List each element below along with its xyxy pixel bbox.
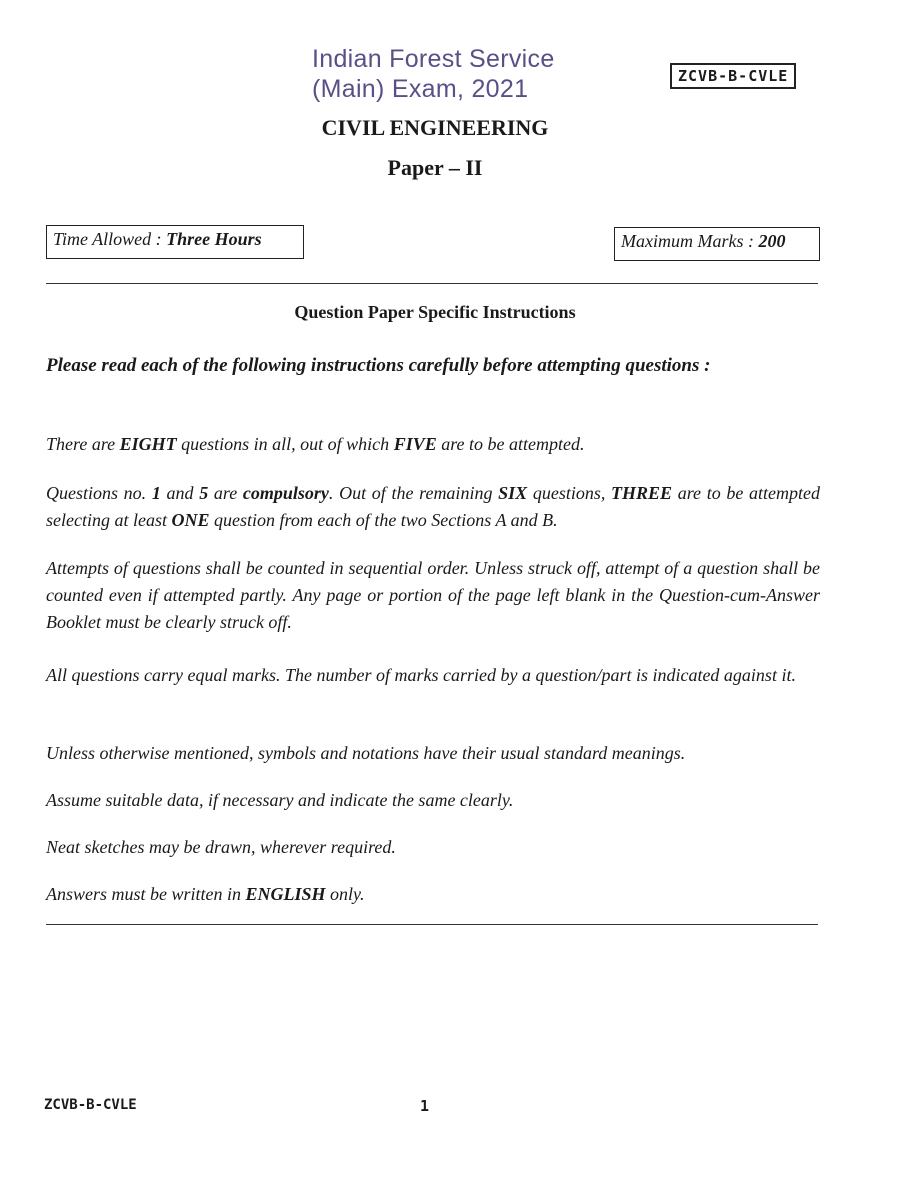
footer-paper-code: ZCVB-B-CVLE <box>44 1097 137 1113</box>
instruction-6: Assume suitable data, if necessary and indicate the same clearly. <box>46 790 514 810</box>
instruction-3: Attempts of questions shall be counted in sequential order. Unless struck off, attempt of a question shall be counted even if attempted partly. Any page or portion of the page left blank in the Question-cum-Answer Booklet must be clearly struck off. <box>46 558 820 632</box>
subject-title: CIVIL ENGINEERING <box>321 115 549 140</box>
divider-bottom <box>46 924 818 925</box>
stamp-line-1: Indian Forest Service <box>312 45 555 73</box>
paper-code-box: ZCVB-B-CVLE <box>670 63 796 89</box>
instruction-2: Questions no. 1 and 5 are compulsory. Out of the remaining SIX questions, THREE are to be attempted selecting at least ONE question from each of the two Sections A and B. <box>46 483 821 530</box>
time-allowed-box <box>46 225 304 259</box>
paper-number: Paper – II <box>387 155 483 180</box>
instruction-4: All questions carry equal marks. The number of marks carried by a question/part is indicated against it. <box>46 665 796 685</box>
divider-top <box>46 283 818 284</box>
stamp-line-2: (Main) Exam, 2021 <box>312 75 529 103</box>
exam-stamp <box>312 44 555 104</box>
instruction-1: There are EIGHT questions in all, out of which FIVE are to be attempted. <box>46 434 585 454</box>
time-allowed-label: Time Allowed : <box>53 229 167 249</box>
maximum-marks-value: 200 <box>758 231 786 251</box>
page-number: 1 <box>420 1097 430 1115</box>
instructions-lead: Please read each of the following instructions carefully before attempting questions : <box>46 355 711 376</box>
instructions-heading: Question Paper Specific Instructions <box>294 302 576 322</box>
maximum-marks-label: Maximum Marks : <box>621 231 759 251</box>
instruction-8: Answers must be written in ENGLISH only. <box>46 884 365 904</box>
instruction-7: Neat sketches may be drawn, wherever required. <box>46 837 396 857</box>
instruction-5: Unless otherwise mentioned, symbols and notations have their usual standard meanings. <box>46 743 686 763</box>
maximum-marks-box <box>614 227 820 261</box>
time-allowed-value: Three Hours <box>166 229 262 249</box>
